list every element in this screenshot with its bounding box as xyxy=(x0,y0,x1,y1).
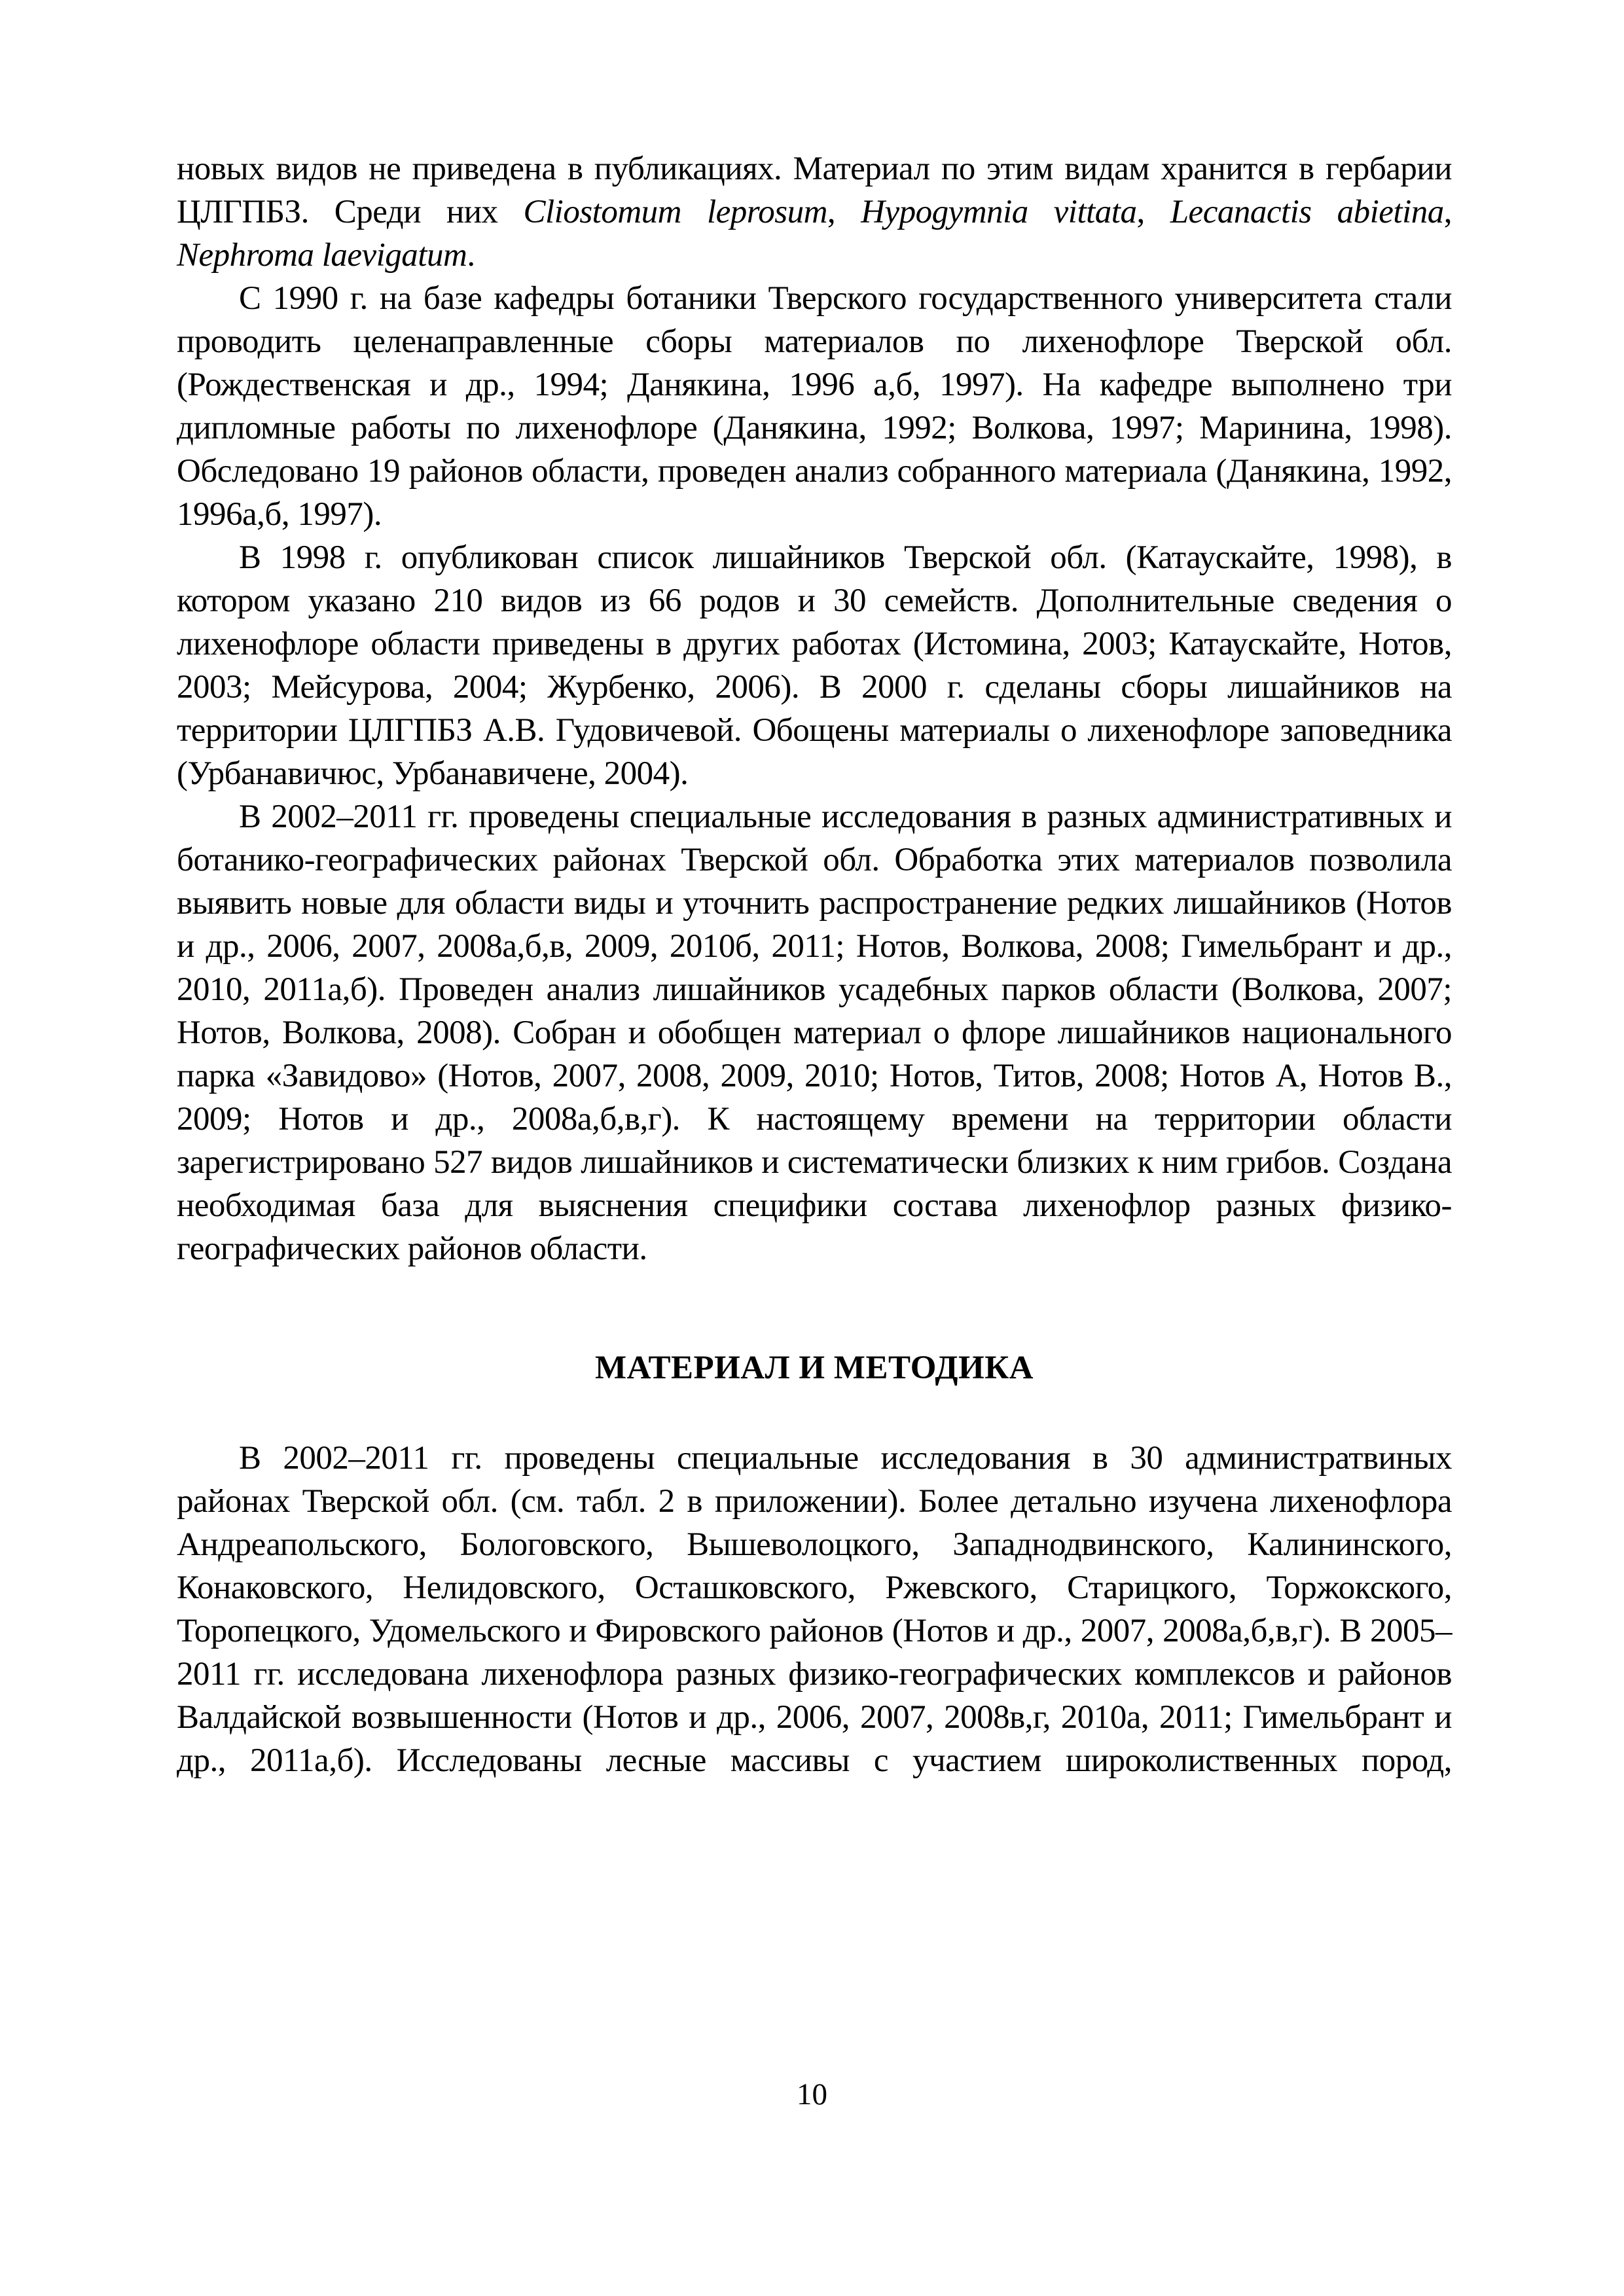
section-heading: МАТЕРИАЛ И МЕТОДИКА xyxy=(594,1350,1034,1386)
text-run: . xyxy=(467,237,475,274)
text-run: новых видов не приведена в публикациях. Материал по этим видам хранится в гербарии ЦЛГПБЗ. Среди них xyxy=(177,151,1452,230)
text-run: , xyxy=(1443,194,1452,230)
species-name: Cliostomum leprosum xyxy=(523,194,827,230)
text-run: В 1998 г. опубликован список лишайников Тверской обл. (Катаускайте, 1998), в котором указано 210 видов из 66 родов и 30 семейств. Дополнительные сведения о лихенофлоре области приведены в других работах (Истомина, 2003; Катаускайте, Нотов, 2003; Мейсурова, 2004; Журбенко, 2006). В 2000 г. сделаны сборы лишайников на территории ЦЛГПБЗ А.В. Гудовичевой. Обощены материалы о лихенофлоре заповедника (Урбанавичюс, Урбанавичене, 2004). xyxy=(177,539,1452,792)
text-run: В 2002–2011 гг. проведены специальные исследования в разных административных и ботанико-географических районах Тверской обл. Обработка этих материалов позволила выявить новые для области виды и уточнить распространение редких лишайников (Нотов и др., 2006, 2007, 2008а,б,в, 2009, 2010б, 2011; Нотов, Волкова, 2008; Гимельбрант и др., 2010, 2011а,б). Проведен анализ лишайников усадебных парков области (Волкова, 2007; Нотов, Волкова, 2008). Собран и обобщен материал о флоре лишайников национального парка «Завидово» (Нотов, 2007, 2008, 2009, 2010; Нотов, Титов, 2008; Нотов А, Нотов В., 2009; Нотов и др., 2008а,б,в,г). К настоящему времени на территории области зарегистрировано 527 видов лишайников и систематически близких к ним грибов. Создана необходимая база для выяснения специфики состава лихенофлор разных физико-географических районов области. xyxy=(177,798,1452,1267)
text-run: , xyxy=(827,194,861,230)
text-column xyxy=(177,147,1452,1782)
paragraph xyxy=(177,1437,1452,1782)
text-run: С 1990 г. на базе кафедры ботаники Тверского государственного университета стали проводить целенаправленные сборы материалов по лихенофлоре Тверской обл. (Рождественская и др., 1994; Данякина, 1996 а,б, 1997). На кафедре выполнено три дипломные работы по лихенофлоре (Данякина, 1992; Волкова, 1997; Маринина, 1998). Обследовано 19 районов области, проведен анализ собранного материала (Данякина, 1992, 1996а,б, 1997). xyxy=(177,280,1452,533)
species-name: Hypogymnia vittata xyxy=(861,194,1137,230)
paragraph xyxy=(177,147,1452,277)
species-name: Lecanactis abietina xyxy=(1170,194,1444,230)
text-run: , xyxy=(1136,194,1170,230)
paragraph xyxy=(177,795,1452,1270)
species-name: Nephroma laevigatum xyxy=(177,237,467,274)
paragraph xyxy=(177,536,1452,795)
page-number: 10 xyxy=(797,2077,827,2111)
text-run: В 2002–2011 гг. проведены специальные исследования в 30 администратвиных районах Тверской обл. (см. табл. 2 в приложении). Более детально изучена лихенофлора Андреапольского, Бологовского, Вышеволоцкого, Западнодвинского, Калининского, Конаковского, Нелидовского, Осташковского, Ржевского, Старицкого, Торжокского, Торопецкого, Удомельского и Фировского районов (Нотов и др., 2007, 2008а,б,в,г). В 2005–2011 гг. исследована лихенофлора разных физико-географических комплексов и районов Валдайской возвышенности (Нотов и др., 2006, 2007, 2008в,г, 2010а, 2011; Гимельбрант и др., 2011а,б). Исследованы лесные массивы с участием широколиственных пород, xyxy=(177,1440,1452,1779)
paragraph xyxy=(177,277,1452,536)
